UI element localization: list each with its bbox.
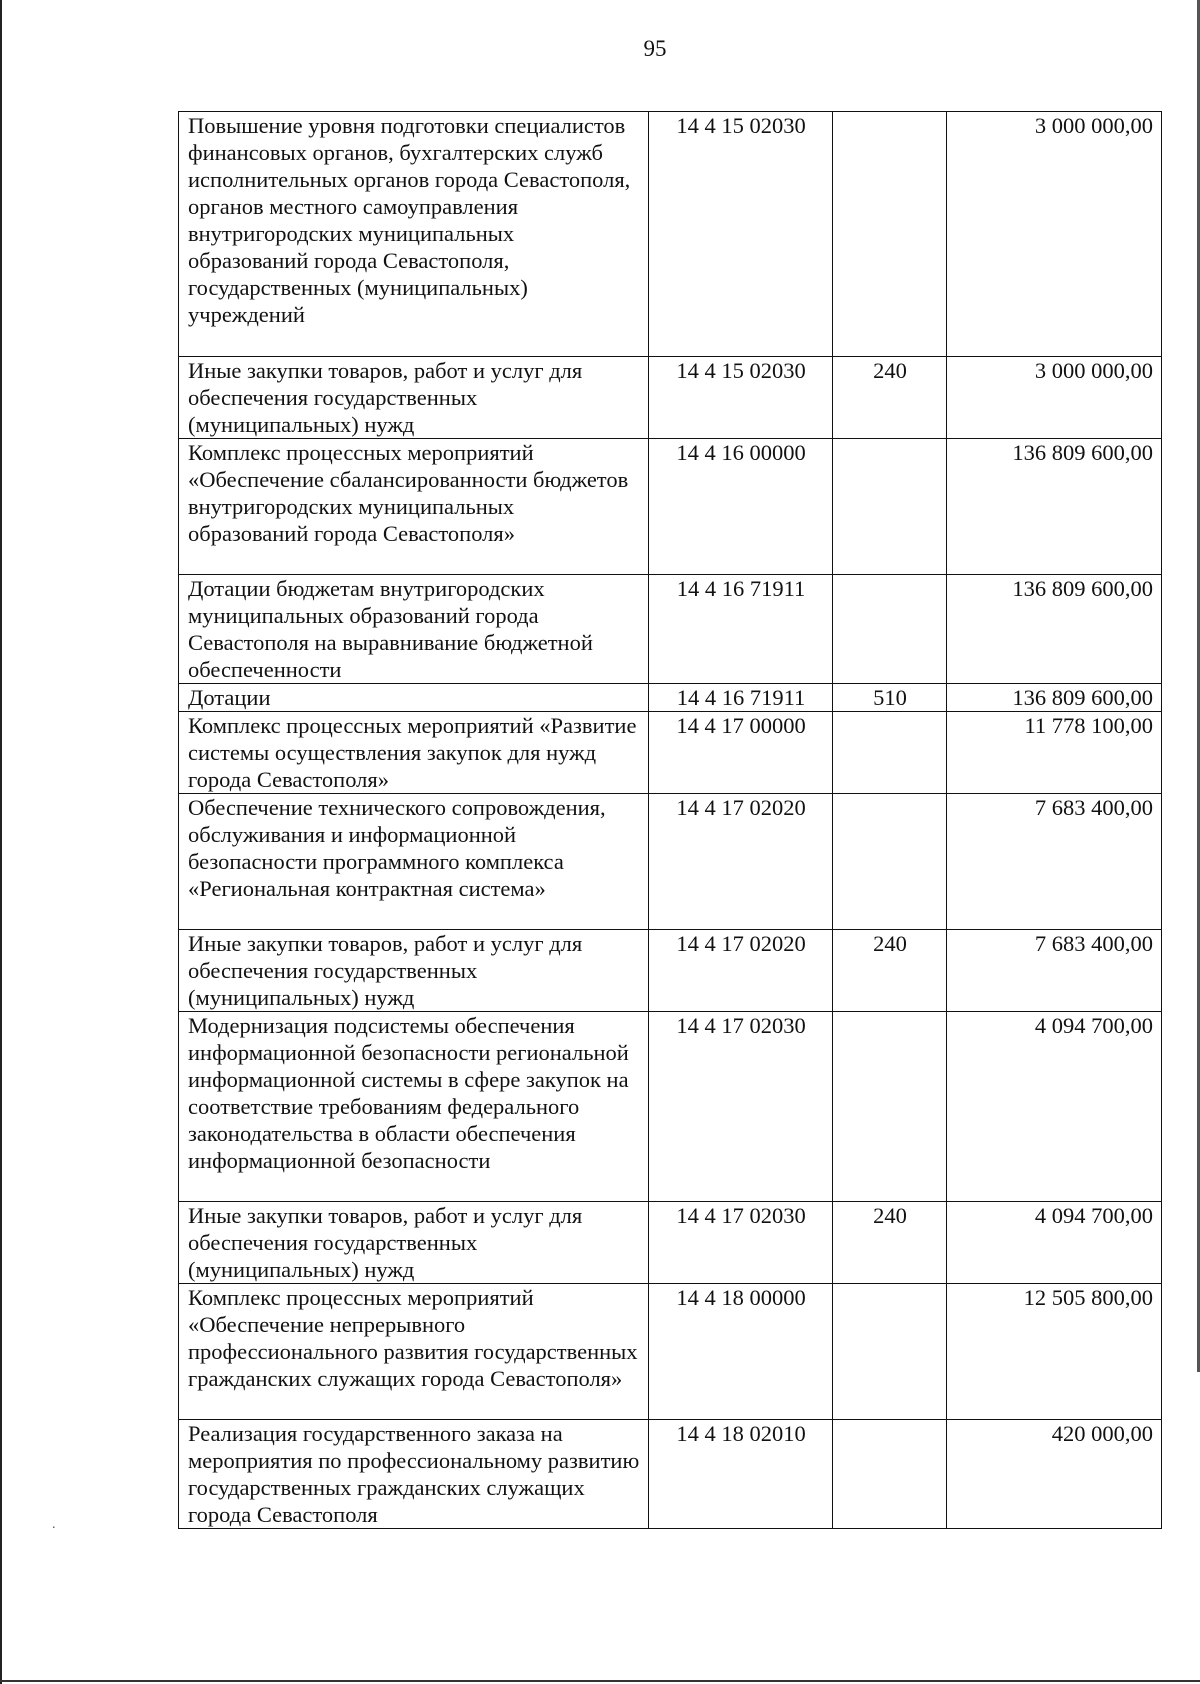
- scan-bottom-line: [0, 1680, 1200, 1682]
- row-name: Комплекс процессных мероприятий «Развитие системы осуществления закупок для нужд города Севастополя»: [179, 712, 649, 794]
- table-row: [179, 712, 1162, 794]
- row-expense-type: [833, 712, 947, 794]
- row-code: 14 4 18 00000: [649, 1284, 833, 1420]
- scan-left-edge: [0, 0, 2, 1684]
- row-name: Реализация государственного заказа на мероприятия по профессиональному развитию государственных гражданских служащих города Севастополя: [179, 1420, 649, 1529]
- row-code: 14 4 17 02020: [649, 794, 833, 930]
- row-expense-type: 240: [833, 357, 947, 439]
- row-code: 14 4 17 02030: [649, 1202, 833, 1284]
- row-name: Иные закупки товаров, работ и услуг для обеспечения государственных (муниципальных) нужд: [179, 1202, 649, 1284]
- table-row: [179, 1202, 1162, 1284]
- table-row: [179, 1420, 1162, 1529]
- row-code: 14 4 16 00000: [649, 439, 833, 575]
- row-code: 14 4 18 02010: [649, 1420, 833, 1529]
- row-code: 14 4 15 02030: [649, 357, 833, 439]
- row-expense-type: [833, 1420, 947, 1529]
- row-amount: 4 094 700,00: [947, 1202, 1162, 1284]
- row-name: Дотации: [179, 684, 649, 712]
- row-expense-type: [833, 1284, 947, 1420]
- page-number: 95: [643, 36, 667, 61]
- table-row: [179, 1284, 1162, 1420]
- row-code: 14 4 15 02030: [649, 112, 833, 357]
- row-amount: 3 000 000,00: [947, 357, 1162, 439]
- row-amount: 7 683 400,00: [947, 930, 1162, 1012]
- row-code: 14 4 16 71911: [649, 684, 833, 712]
- table-row: [179, 575, 1162, 684]
- table-row: [179, 794, 1162, 930]
- row-expense-type: [833, 575, 947, 684]
- budget-table: [178, 111, 1162, 1529]
- row-amount: 420 000,00: [947, 1420, 1162, 1529]
- table-row: [179, 112, 1162, 357]
- table-row: [179, 684, 1162, 712]
- row-amount: 136 809 600,00: [947, 439, 1162, 575]
- row-name: Иные закупки товаров, работ и услуг для обеспечения государственных (муниципальных) нужд: [179, 357, 649, 439]
- row-name: Дотации бюджетам внутригородских муниципальных образований города Севастополя на выравнивание бюджетной обеспеченности: [179, 575, 649, 684]
- row-code: 14 4 17 00000: [649, 712, 833, 794]
- row-code: 14 4 17 02030: [649, 1012, 833, 1202]
- row-name: Комплекс процессных мероприятий «Обеспечение непрерывного профессионального развития государственных гражданских служащих города Севастополя»: [179, 1284, 649, 1420]
- row-amount: 12 505 800,00: [947, 1284, 1162, 1420]
- row-name: Модернизация подсистемы обеспечения информационной безопасности региональной информационной системы в сфере закупок на соответствие требованиям федерального законодательства в области обеспечения информационной безопасности: [179, 1012, 649, 1202]
- row-amount: 4 094 700,00: [947, 1012, 1162, 1202]
- row-amount: 3 000 000,00: [947, 112, 1162, 357]
- row-amount: 11 778 100,00: [947, 712, 1162, 794]
- row-name: Повышение уровня подготовки специалистов финансовых органов, бухгалтерских служб исполнительных органов города Севастополя, органов местного самоуправления внутригородских муниципальных образований города Севастополя, государственных (муниципальных) учреждений: [179, 112, 649, 357]
- row-code: 14 4 17 02020: [649, 930, 833, 1012]
- row-name: Обеспечение технического сопровождения, обслуживания и информационной безопасности программного комплекса «Региональная контрактная система»: [179, 794, 649, 930]
- row-expense-type: [833, 439, 947, 575]
- table-row: [179, 1012, 1162, 1202]
- table-row: [179, 357, 1162, 439]
- row-expense-type: 240: [833, 1202, 947, 1284]
- row-amount: 136 809 600,00: [947, 575, 1162, 684]
- row-amount: 7 683 400,00: [947, 794, 1162, 930]
- row-expense-type: [833, 1012, 947, 1202]
- row-name: Иные закупки товаров, работ и услуг для обеспечения государственных (муниципальных) нужд: [179, 930, 649, 1012]
- row-code: 14 4 16 71911: [649, 575, 833, 684]
- row-expense-type: 240: [833, 930, 947, 1012]
- row-expense-type: [833, 112, 947, 357]
- row-expense-type: 510: [833, 684, 947, 712]
- table-row: [179, 930, 1162, 1012]
- table-row: [179, 439, 1162, 575]
- row-name: Комплекс процессных мероприятий «Обеспечение сбалансированности бюджетов внутригородских муниципальных образований города Севастополя»: [179, 439, 649, 575]
- row-expense-type: [833, 794, 947, 930]
- row-amount: 136 809 600,00: [947, 684, 1162, 712]
- scan-speck: .: [52, 1517, 56, 1532]
